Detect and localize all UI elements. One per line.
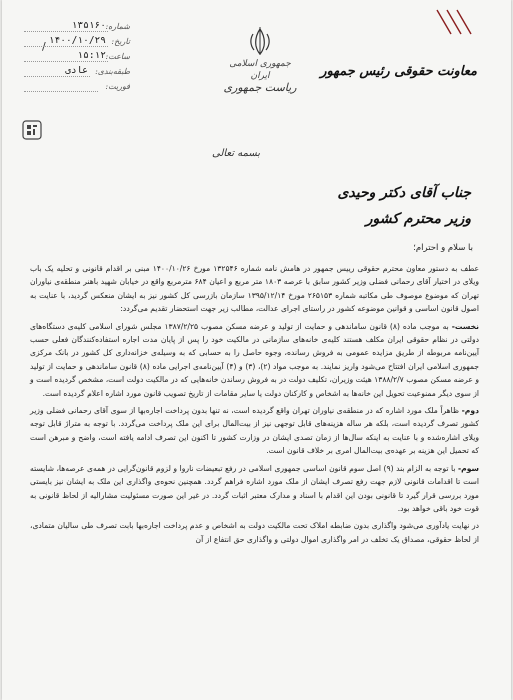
body-second-paragraph (30, 404, 479, 458)
date-label: تاریخ: (111, 37, 130, 46)
body-first-paragraph (30, 320, 479, 400)
bismillah-heading: بسمه تعالی (212, 148, 261, 159)
emblem-caption (220, 58, 300, 94)
number-label: شماره: (105, 22, 130, 31)
body-closing-paragraph: در نهایت یادآوری می‌شود واگذاری بدون ضابطه املاک تحت مالکیت دولت به اشخاص و عدم پرداخت اجاره‌بها بابت تصرف طی سالیان متمادی، از لحاظ حقوقی، مصداق یک تخلف در امر واگذاری اموال دولتی و واگذاری حق انتفاع از آن (30, 521, 479, 544)
letter-number: ۱۳۵۱۶۰ (71, 20, 106, 31)
office-title: معاونت حقوقی رئیس جمهور (320, 64, 477, 79)
letter-time: ۱۵:۱۲ (77, 50, 106, 61)
meta-time-row (20, 50, 130, 65)
letter-date: ۱۴۰۰/۱۰/۲۹ (48, 35, 106, 46)
classification-label: طبقه‌بندی: (95, 67, 130, 76)
iran-emblem-icon (247, 26, 273, 56)
classification-value: عادی (65, 65, 88, 76)
letter-meta (20, 20, 130, 95)
first-text: به موجب ماده (۸) قانون ساماندهی و حمایت از تولید و عرضه مسکن مصوب ۱۳۸۷/۲/۲۵ مجلس شورای اسلامی کلیه‌ی دستگاه‌های دولتی در نظام حقوقی ایران مکلف هستند کلیه‌ی خانه‌های سازمانی در مالکیت خود را پس از پایان مدت اجاره استفاده‌کنندگان فعلی حسب آیین‌نامه مربوطه از طریق مزایده عمومی به فروش رسانده، وجوه حاصل را به حسابی که به وسیله‌ی خزانه‌داری کل کشور در بانک مرکزی جمهوری اسلامی ایران افتتاح می‌شود واریز نمایند. به موجب مواد (۲)، (۳) و (۴) آیین‌نامه‌ی اجرایی ماده (۸) قانون ساماندهی و حمایت از تولید و عرضه مسکن مصوب ۱۳۸۸/۲/۷ هیئت وزیران، تکلیف دولت در به فروش رساندن خانه‌هایی که در مالکیت دولت است، مشخص گردیده است و از سوی دیگر ممنوعیت تحویل این خانه‌ها به اشخاص و کارکنان دولت یا سایر مقامات از تاریخ تصویب قانون مورد اشاره اعلام گردیده است. (30, 321, 479, 398)
letter-page (2, 0, 511, 700)
meta-urgency-row (20, 80, 130, 95)
meta-date-row (20, 35, 130, 50)
barcode-seal-icon (22, 120, 42, 140)
time-label: ساعت: (105, 52, 130, 61)
addressee-title: وزیر محترم کشور (365, 211, 471, 227)
letter-body (30, 262, 479, 550)
emblem-line-presidency: ریاست جمهوری (223, 81, 297, 94)
second-text: ظاهراً ملک مورد اشاره که در منطقه‌ی نیاوران تهران واقع گردیده است، نه تنها بدون پرداخت اجاره‌بها از سوی آقای رحمانی فضلی وزیر کشور تصرف گردیده است، بلکه هر ساله هزینه‌های قابل توجهی نیز از بیت‌المال برای این ملک پرداخت می‌گردد. با توجه به متراژ قابل توجه ویلای اشاره‌شده و با عنایت به اینکه سال‌ها از زمان تصدی ایشان در وزارت کشور تا اکنون این تصرف ادامه یافته است، واضح و مبرهن است که تحمیل این هزینه بر عهده‌ی بیت‌المال امری بر خلاف قانون است. (30, 406, 479, 456)
letterhead-emblem (220, 26, 300, 94)
emblem-line-country: جمهوری اسلامی ایران (229, 59, 291, 81)
addressee-name: جناب آقای دکتر وحیدی (337, 185, 471, 201)
third-text: با توجه به الزام بند (۹) اصل سوم قانون اساسی جمهوری اسلامی در رفع تبعیضات ناروا و لزوم قانون‌گرایی در همه‌ی عرصه‌ها، شایسته است تا اقدامات قانونی لازم جهت رفع تصرف ایشان از ملک مورد اشاره فراهم گردد. همچنین نحوه‌ی واگذاری این ملک به ایشان نیز بایستی مورد بررسی قرار گیرد تا قانونی بودن این اقدام با اسناد و مدارک معتبر اثبات گردد. در غیر این صورت مسئولیت مشارالیه از لحاظ قانونی به قوت خود باقی خواهد بود. (30, 463, 479, 513)
second-heading: دوم- (461, 406, 479, 416)
first-heading: نخست- (451, 321, 479, 331)
urgency-label: فوریت: (105, 82, 130, 91)
body-third-paragraph (30, 462, 479, 516)
body-intro-paragraph: عطف به دستور معاون محترم حقوقی رییس جمهور در هامش نامه شماره ۱۳۲۵۴۶ مورخ ۱۴۰۰/۱۰/۲۶ مبنی بر اقدام قانونی و تحلیه یک باب ویلای در اختیار آقای رحمانی فضلی وزیر کشور سابق با عرصه ۱۸۰۳ متر مربع و اعیان ۶۸۴ مترمربع واقع در خیابان شهید باهنر منطقه‌ی نیاوران تهران که موضوع موصوف طی مکاتبه شماره ۲۶۵۱۵۳ مورخ ۱۳۹۵/۱۲/۱۴ سازمان بازرسی کل کشور نیز به ایشان منعکس گردید، با عنایت به اصول قانون اساسی و قوانین موضوعه کشور در راستای اجرای عدالت، مطالب زیر جهت استحضار تقدیم می‌گردد: (30, 264, 480, 314)
salutation: با سلام و احترام؛ (413, 243, 473, 253)
meta-classification-row (20, 65, 130, 80)
meta-number-row (20, 20, 130, 35)
handwritten-mark-icon (433, 8, 473, 38)
third-heading: سوم- (458, 463, 479, 473)
number-slash: / (42, 40, 46, 53)
addressee-block (337, 180, 471, 232)
